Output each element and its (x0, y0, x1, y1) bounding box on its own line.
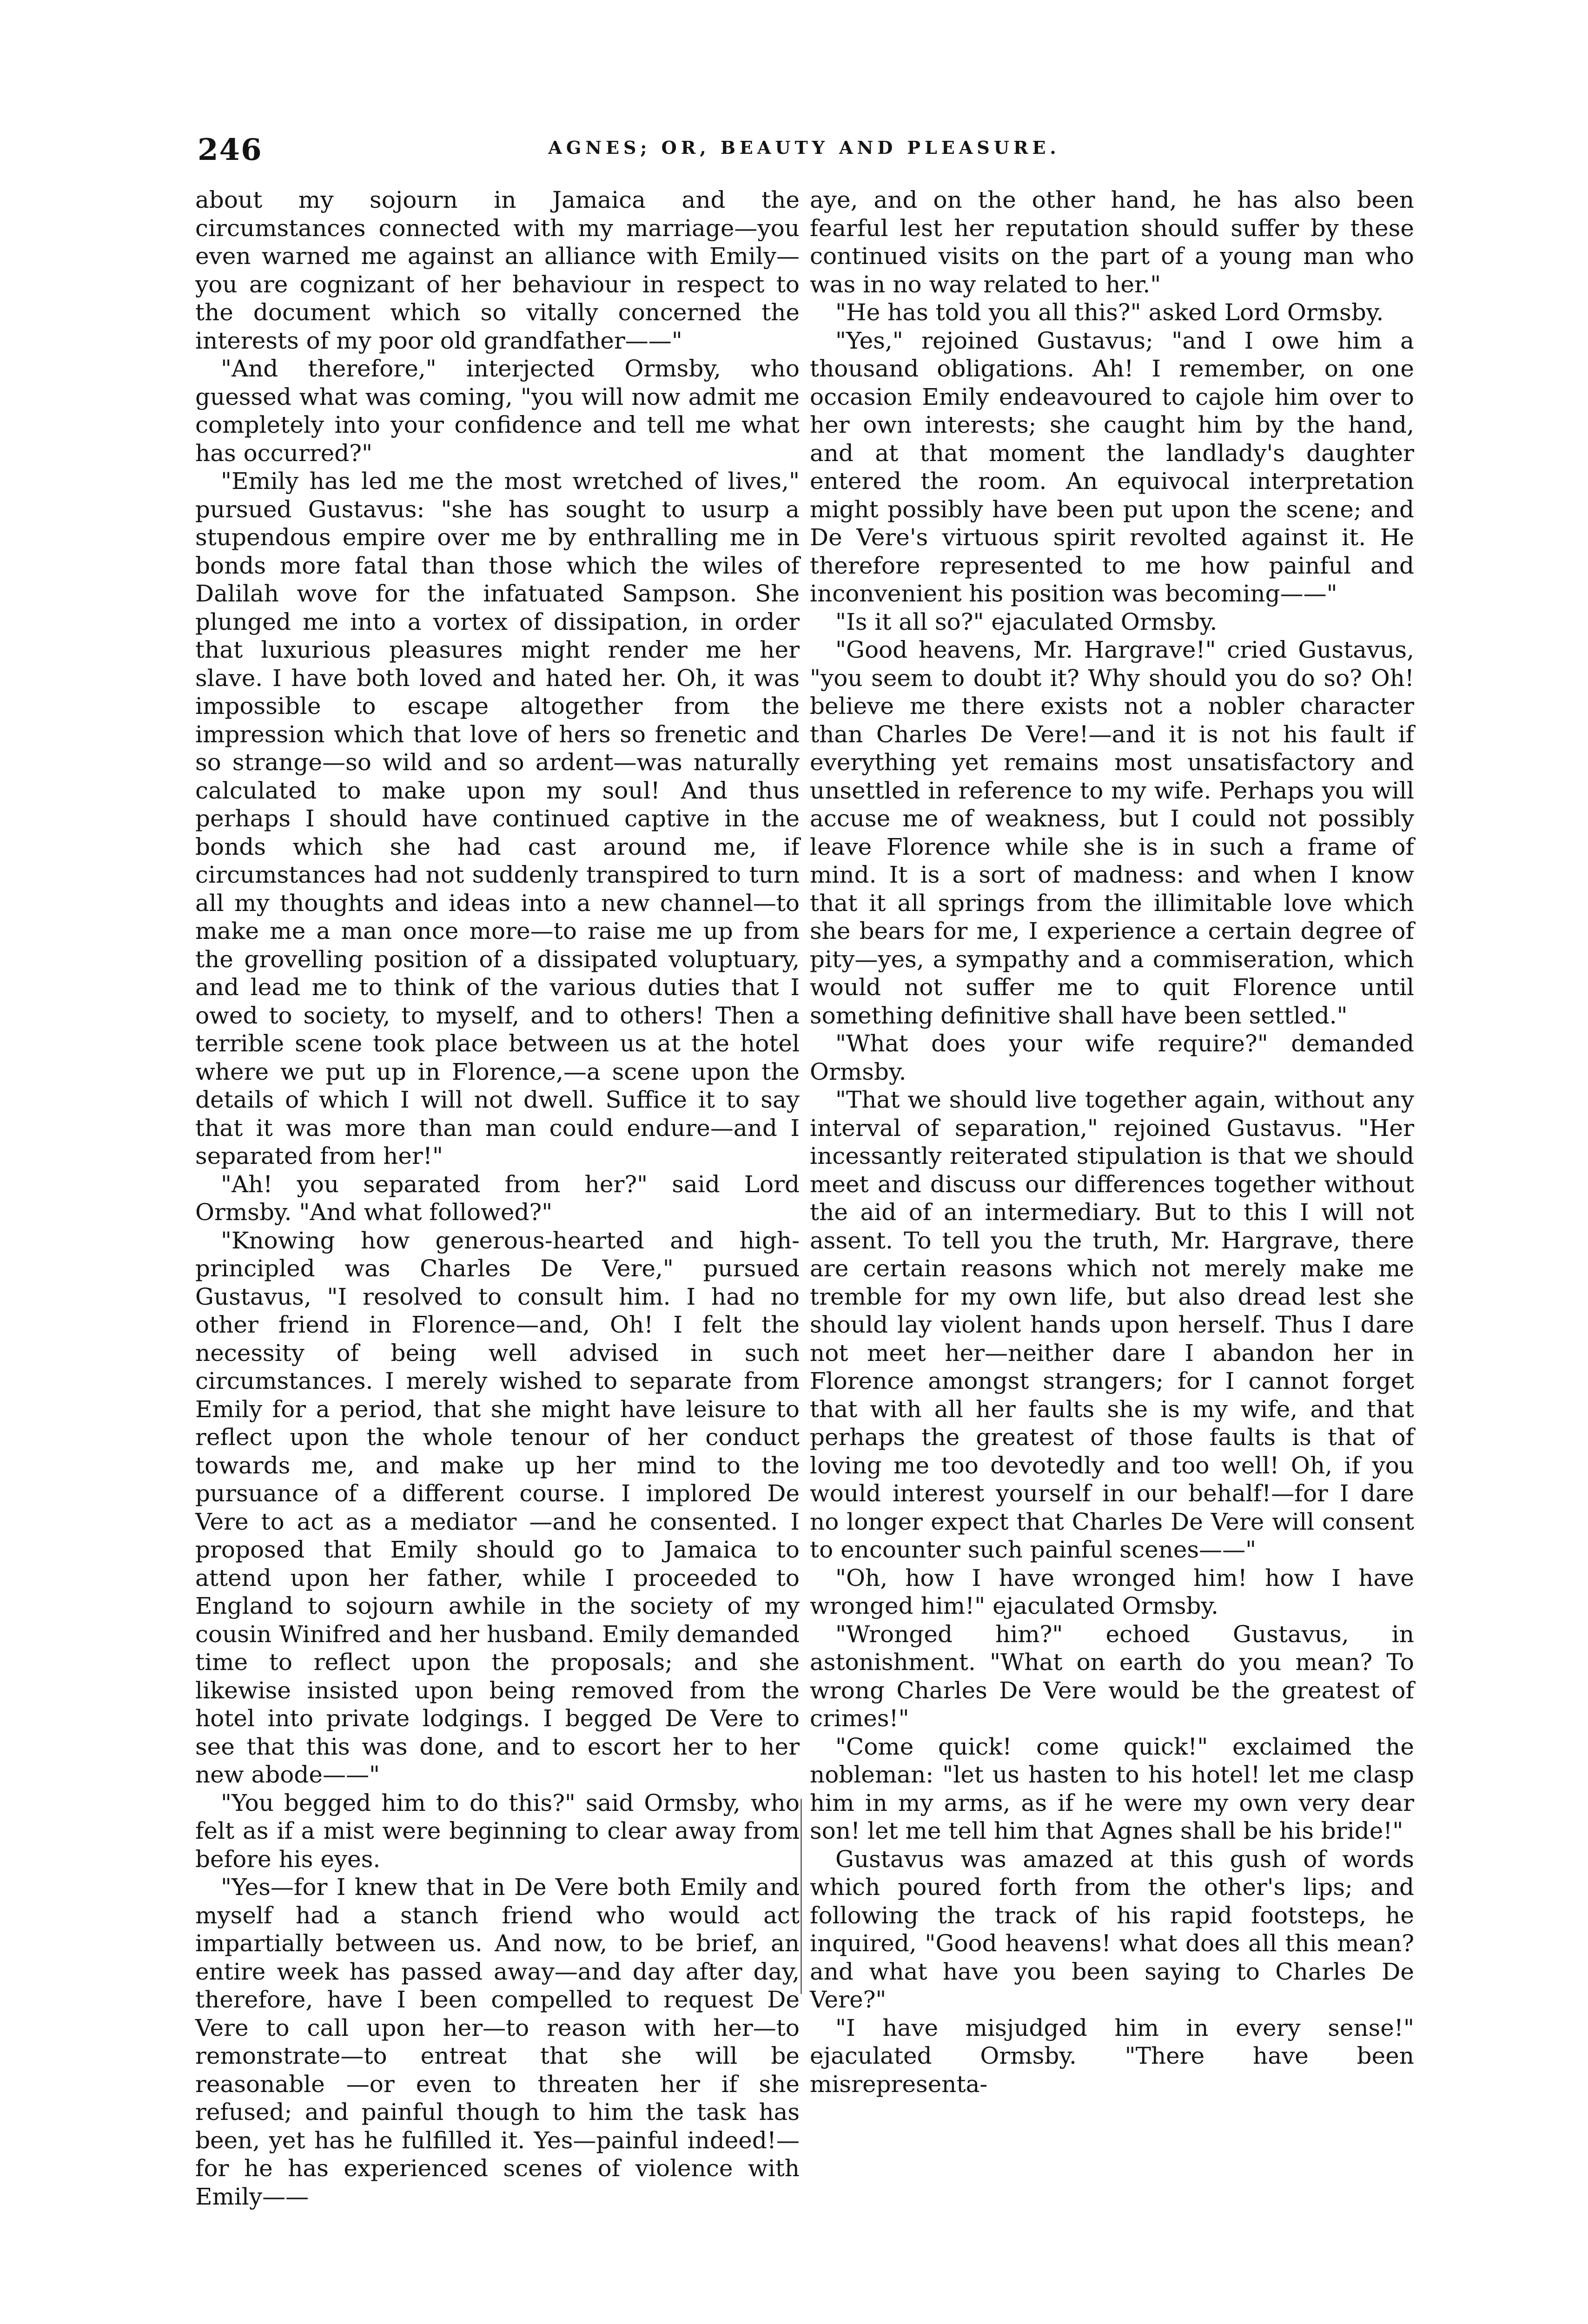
page-number: 246 (198, 132, 263, 167)
page-header (198, 132, 1411, 170)
paragraph: "Yes—for I knew that in De Vere both Emily and myself had a stanch friend who would act impartially between us. And now, to be brief, an entire week has passed away—and day after day, therefore, have I been compelled to request De Vere to call upon her—to reason with her—to remonstrate—to entreat that she will be reasonable —or even to threaten her if she refused; and painful though to him the task has been, yet has he fulfilled it. Yes—painful indeed!—for he has experienced scenes of violence with Emily—— (195, 1874, 800, 2210)
paragraph: "What does your wife require?" demanded Ormsby. (810, 1030, 1414, 1085)
left-column (195, 186, 800, 2211)
paragraph: "Emily has led me the most wretched of lives," pursued Gustavus: "she has sought to usurp a stupendous empire over me by enthralling me in bonds more fatal than those which the wiles of Dalilah wove for the infatuated Sampson. She plunged me into a vortex of dissipation, in order that luxurious pleasures might render me her slave. I have both loved and hated her. Oh, it was impossible to escape altogether from the impression which that love of hers so frenetic and so strange—so wild and so ardent—was naturally calculated to make upon my soul! And thus perhaps I should have continued captive in the bonds which she had cast around me, if circumstances had not suddenly transpired to turn all my thoughts and ideas into a new channel—to make me a man once more—to raise me up from the grovelling position of a dissipated voluptuary, and lead me to think of the various duties that I owed to society, to myself, and to others! Then a terrible scene took place between us at the hotel where we put up in Florence,—a scene upon the details of which I will not dwell. Suffice it to say that it was more than man could endure—and I separated from her!" (195, 468, 800, 1169)
paragraph: "Come quick! come quick!" exclaimed the nobleman: "let us hasten to his hotel! let me clasp him in my arms, as if he were my own very dear son! let me tell him that Agnes shall be his bride!" (810, 1733, 1414, 1844)
paragraph: "Wronged him?" echoed Gustavus, in astonishment. "What on earth do you mean? To wrong Charles De Vere would be the greatest of crimes!" (810, 1620, 1414, 1732)
paragraph: "Yes," rejoined Gustavus; "and I owe him a thousand obligations. Ah! I remember, on one occasion Emily endeavoured to cajole him over to her own interests; she caught him by the hand, and at that moment the landlady's daughter entered the room. An equivocal interpretation might possibly have been put upon the scene; and De Vere's virtuous spirit revolted against it. He therefore represented to me how painful and inconvenient his position was becoming——" (810, 327, 1414, 607)
paragraph: aye, and on the other hand, he has also been fearful lest her reputation should suffer by these continued visits on the part of a young man who was in no way related to her." (810, 186, 1414, 298)
paragraph: "Knowing how generous-hearted and high-principled was Charles De Vere," pursued Gustavus, "I resolved to consult him. I had no other friend in Florence—and, Oh! I felt the necessity of being well advised in such circumstances. I merely wished to separate from Emily for a period, that she might have leisure to reflect upon the whole tenour of her conduct towards me, and make up her mind to the pursuance of a different course. I implored De Vere to act as a mediator —and he consented. I proposed that Emily should go to Jamaica to attend upon her father, while I proceeded to England to sojourn awhile in the society of my cousin Winifred and her husband. Emily demanded time to reflect upon the proposals; and she likewise insisted upon being removed from the hotel into private lodgings. I begged De Vere to see that this was done, and to escort her to her new abode——" (195, 1227, 800, 1788)
paragraph: "Ah! you separated from her?" said Lord Ormsby. "And what followed?" (195, 1170, 800, 1226)
paragraph: "That we should live together again, without any interval of separation," rejoined Gustavus. "Her incessantly reiterated stipulation is that we should meet and discuss our differences together without the aid of an intermediary. But to this I will not assent. To tell you the truth, Mr. Hargrave, there are certain reasons which not merely make me tremble for my own life, but also dread lest she should lay violent hands upon herself. Thus I dare not meet her—neither dare I abandon her in Florence amongst strangers; for I cannot forget that with all her faults she is my wife, and that perhaps the greatest of those faults is that of loving me too devotedly and too well! Oh, if you would interest yourself in our behalf!—for I dare no longer expect that Charles De Vere will consent to encounter such painful scenes——" (810, 1086, 1414, 1563)
paragraph: "And therefore," interjected Ormsby, who guessed what was coming, "you will now admit me completely into your confidence and tell me what has occurred?" (195, 355, 800, 467)
paragraph: Gustavus was amazed at this gush of words which poured forth from the other's lips; and following the track of his rapid footsteps, he inquired, "Good heavens! what does all this mean? and what have you been saying to Charles De Vere?" (810, 1845, 1414, 2013)
paragraph: "Is it all so?" ejaculated Ormsby. (835, 608, 1217, 635)
paragraph: about my sojourn in Jamaica and the circumstances connected with my marriage—you even warned me against an alliance with Emily—you are cognizant of her behaviour in respect to the document which so vitally concerned the interests of my poor old grandfather——" (195, 186, 800, 354)
running-title: AGNES; OR, BEAUTY AND PLEASURE. (548, 137, 1060, 158)
right-column (810, 186, 1414, 2098)
paragraph: "You begged him to do this?" said Ormsby, who felt as if a mist were beginning to clear away from before his eyes. (195, 1789, 800, 1873)
paragraph: "I have misjudged him in every sense!" ejaculated Ormsby. "There have been misrepresenta- (810, 2014, 1414, 2098)
paragraph: "He has told you all this?" asked Lord Ormsby. (835, 299, 1384, 326)
column-divider (801, 1799, 802, 1994)
paragraph: "Good heavens, Mr. Hargrave!" cried Gustavus, "you seem to doubt it? Why should you do so? Oh! believe me there exists not a nobler character than Charles De Vere!—and it is not his fault if everything yet remains most unsatisfactory and unsettled in reference to my wife. Perhaps you will accuse me of weakness, but I could not possibly leave Florence while she is in such a frame of mind. It is a sort of madness: and when I know that it all springs from the illimitable love which she bears for me, I experience a certain degree of pity—yes, a sympathy and a commiseration, which would not suffer me to quit Florence until something definitive shall have been settled." (810, 636, 1414, 1029)
paragraph: "Oh, how I have wronged him! how I have wronged him!" ejaculated Ormsby. (810, 1564, 1414, 1619)
